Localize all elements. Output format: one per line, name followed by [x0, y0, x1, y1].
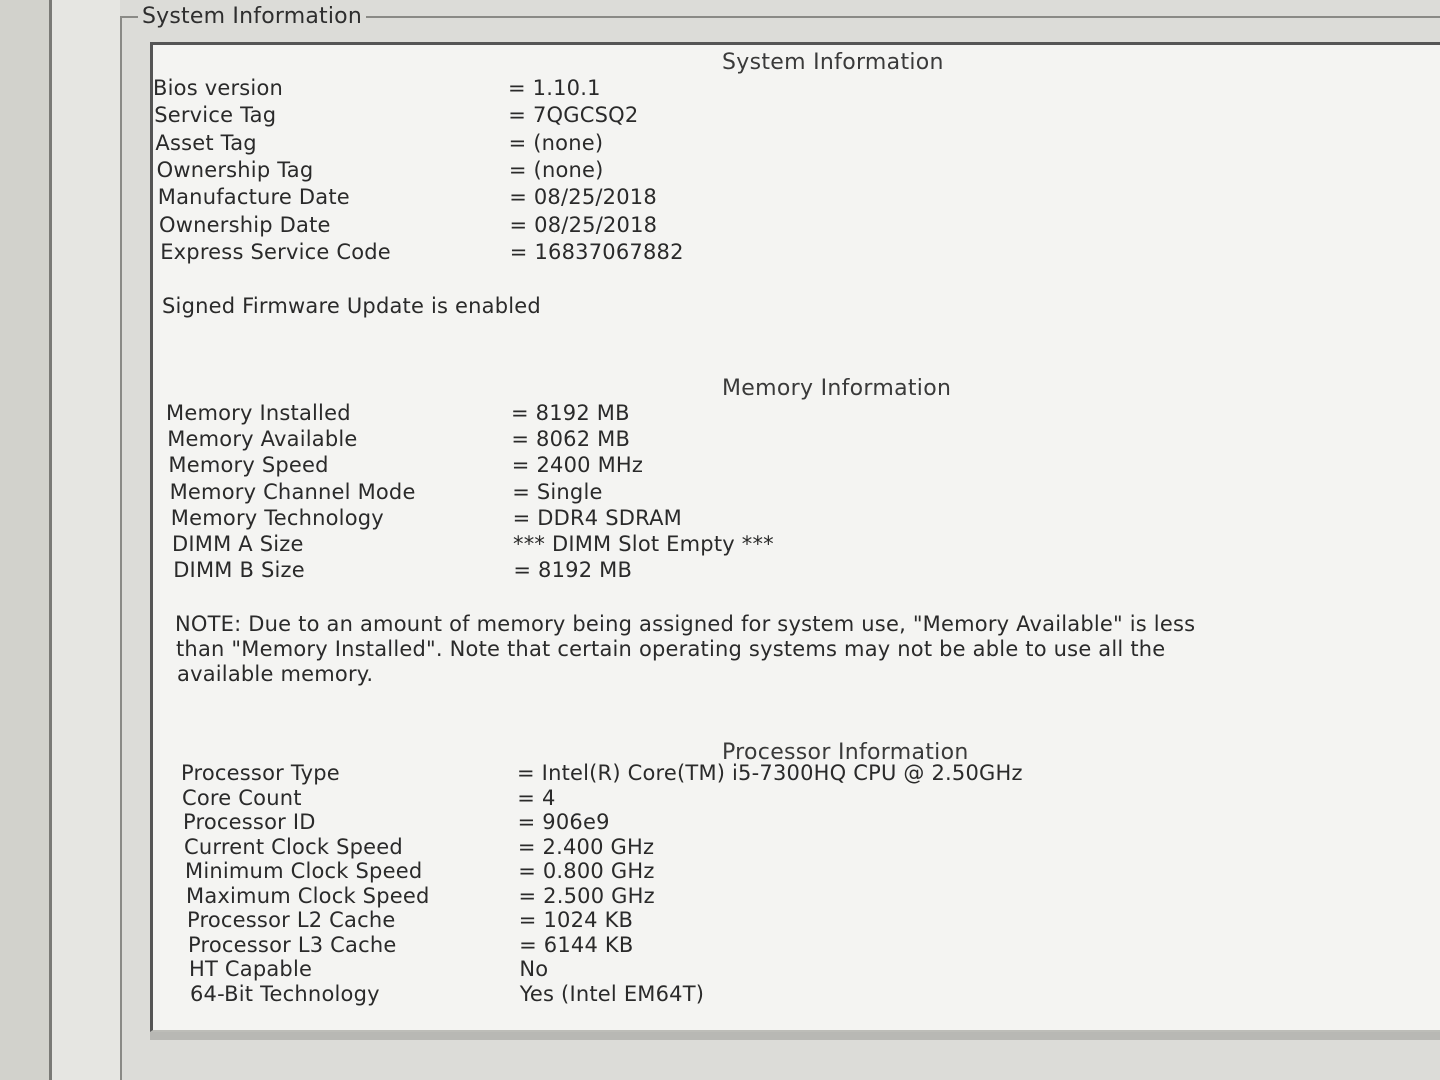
system-row-label: Express Service Code	[160, 239, 391, 264]
system-row-value: = 08/25/2018	[509, 212, 658, 237]
memory-row-value: = 2400 MHz	[511, 453, 644, 478]
processor-row-value: = 1024 KB	[518, 908, 634, 932]
firmware-status-text: Signed Firmware Update is enabled	[162, 294, 541, 318]
memory-row-value: = DDR4 SDRAM	[512, 505, 682, 530]
system-row-value: = 7QGCSQ2	[508, 103, 639, 128]
left-navigation-gutter	[52, 0, 120, 1080]
left-navigation-strip	[0, 0, 52, 1080]
system-row-label: Manufacture Date	[157, 185, 350, 210]
processor-row-label: Minimum Clock Speed	[185, 859, 423, 883]
memory-note-line-2: than "Memory Installed". Note that certain operating systems may not be able to use all the	[176, 637, 1166, 661]
memory-note-line-3: available memory.	[177, 662, 374, 686]
memory-info-heading: Memory Information	[722, 376, 952, 401]
memory-row-label: Memory Available	[167, 427, 358, 452]
system-row-value: = (none)	[508, 130, 604, 155]
system-row-value: = (none)	[508, 157, 604, 182]
system-row-value: = 08/25/2018	[509, 185, 657, 210]
memory-row-label: Memory Technology	[170, 505, 384, 530]
memory-row-value: *** DIMM Slot Empty ***	[513, 532, 774, 556]
memory-row-label: Memory Speed	[168, 453, 329, 478]
memory-row-value: = Single	[512, 479, 603, 504]
processor-row-value: = 4	[517, 785, 556, 810]
memory-row-value: = 8192 MB	[511, 401, 630, 425]
system-row-label: Ownership Tag	[156, 157, 314, 182]
processor-row-label: Processor L2 Cache	[187, 908, 396, 932]
system-row-label: Asset Tag	[155, 130, 257, 155]
memory-note-line-1: NOTE: Due to an amount of memory being assigned for system use, "Memory Available" is less	[175, 612, 1196, 636]
memory-row-label: Memory Channel Mode	[169, 479, 416, 504]
processor-info-heading: Processor Information	[722, 740, 969, 765]
processor-row-value: Yes (Intel EM64T)	[519, 981, 705, 1006]
processor-row-label: Processor Type	[181, 761, 340, 785]
system-row-value: = 1.10.1	[508, 76, 601, 100]
processor-row-value: = 6144 KB	[519, 932, 634, 957]
processor-row-label: Core Count	[182, 785, 302, 810]
processor-row-value: = 2.400 GHz	[517, 834, 655, 859]
processor-row-label: Processor L3 Cache	[188, 932, 397, 957]
system-info-heading: System Information	[722, 50, 944, 75]
memory-row-label: Memory Installed	[166, 401, 351, 425]
panel-bottom-edge	[150, 1032, 1440, 1040]
memory-row-value: = 8192 MB	[513, 558, 633, 583]
processor-row-value: = Intel(R) Core(TM) i5-7300HQ CPU @ 2.50GHz	[517, 761, 1023, 785]
processor-row-value: = 906e9	[517, 810, 610, 834]
processor-row-label: Processor ID	[183, 810, 316, 834]
processor-row-label: 64-Bit Technology	[190, 981, 380, 1006]
memory-row-label: DIMM A Size	[172, 532, 304, 556]
system-row-label: Ownership Date	[159, 212, 331, 237]
system-row-label: Service Tag	[154, 103, 277, 128]
processor-row-value: = 2.500 GHz	[518, 883, 655, 908]
memory-row-value: = 8062 MB	[511, 427, 631, 452]
groupbox-title: System Information	[138, 4, 366, 29]
processor-row-label: Current Clock Speed	[184, 834, 403, 859]
system-row-label: Bios version	[153, 76, 284, 100]
system-row-value: = 16837067882	[509, 239, 684, 264]
memory-row-label: DIMM B Size	[173, 558, 305, 583]
processor-row-value: No	[519, 957, 549, 981]
processor-row-value: = 0.800 GHz	[518, 859, 655, 883]
processor-row-label: HT Capable	[189, 957, 313, 981]
processor-row-label: Maximum Clock Speed	[186, 883, 430, 908]
